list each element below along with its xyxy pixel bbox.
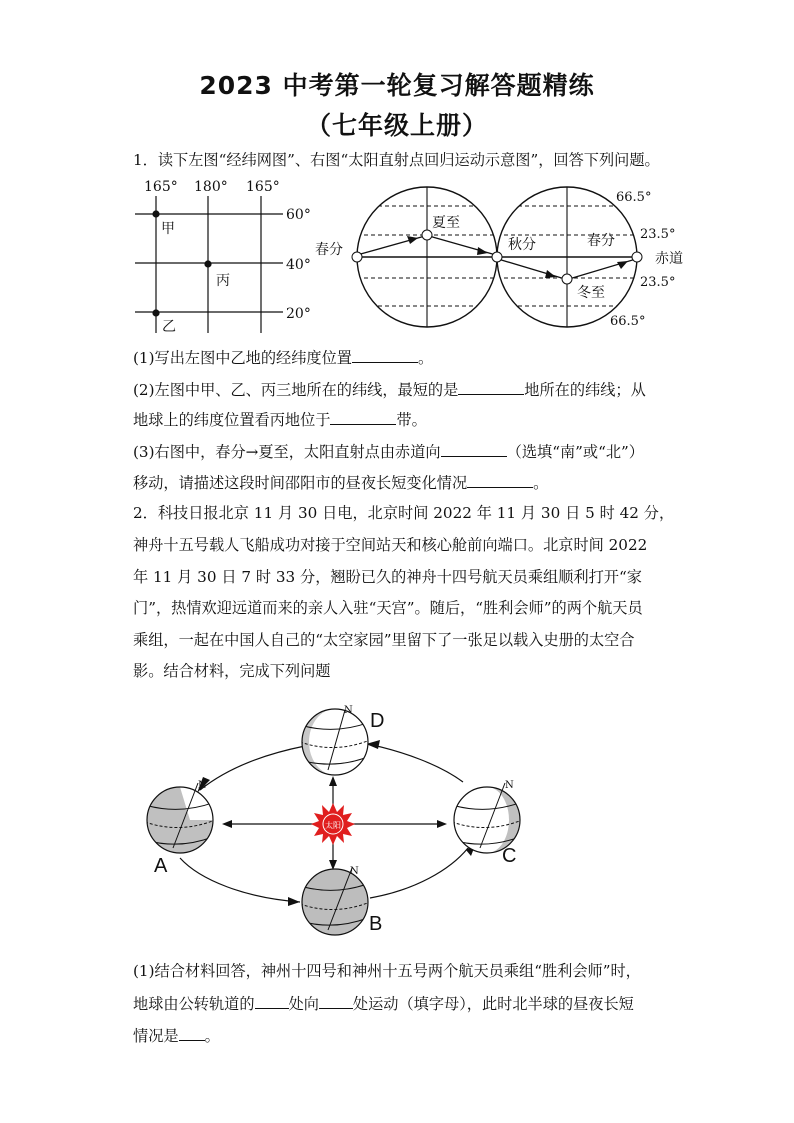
- place-yi: 乙: [162, 319, 176, 335]
- q2-text-line: 2．科技日报北京 11 月 30 日电，北京时间 2022 年 11 月 30 日 5 时 42 分，: [133, 504, 675, 522]
- q2-text-line: 门”，热情欢迎远道而来的亲人入驻“天宫”。随后，“胜利会师”的两个航天员: [133, 599, 643, 617]
- answer-blank[interactable]: [352, 346, 418, 363]
- pos-d: D: [370, 710, 385, 732]
- lat-long-grid: [135, 179, 311, 335]
- pos-b: B: [369, 913, 383, 935]
- place-bing: 丙: [216, 273, 230, 289]
- axis-symbol: N: [198, 780, 207, 791]
- q2-part1-cont: 地球由公转轨道的 处向 处运动（填字母），此时北半球的昼夜长短: [133, 992, 634, 1014]
- answer-blank[interactable]: [458, 378, 524, 395]
- sun-icon: [311, 803, 355, 845]
- q2-text-line: 年 11 月 30 日 7 时 33 分，翘盼已久的神舟十四号航天员乘组顺利打开“家: [133, 568, 642, 586]
- lat-label: 20°: [286, 306, 311, 322]
- lat-label: 40°: [286, 257, 311, 273]
- q2-text-line: 神舟十五号载人飞船成功对接于空间站天和核心舱前向端口。北京时间 2022: [133, 536, 648, 554]
- label-spring-left: 春分: [315, 242, 343, 258]
- pos-c: C: [502, 845, 517, 867]
- axis-symbol: N: [344, 705, 353, 716]
- sun-direct-point-diagram: [315, 187, 683, 329]
- lat-label: 66.5°: [610, 314, 646, 329]
- lon-label: 165°: [144, 179, 178, 195]
- label-autumn: 秋分: [508, 237, 536, 253]
- answer-blank[interactable]: [319, 992, 353, 1009]
- earth-d: [300, 705, 370, 775]
- label-spring-right: 春分: [587, 233, 615, 249]
- answer-blank[interactable]: [467, 471, 533, 488]
- earth-c: [452, 780, 522, 853]
- q2-part1-end: 情况是 。: [133, 1024, 220, 1046]
- lat-label: 23.5°: [640, 275, 676, 290]
- point-yi: [152, 309, 159, 316]
- q1-part3-cont: 移动，请描述这段时间邵阳市的昼夜长短变化情况 。: [133, 471, 548, 493]
- answer-blank[interactable]: [330, 408, 396, 425]
- q1-part2: (2)左图中甲、乙、丙三地所在的纬线，最短的是 地所在的纬线；从: [133, 378, 646, 400]
- place-jia: 甲: [161, 221, 175, 237]
- answer-blank[interactable]: [441, 440, 507, 457]
- lon-label: 180°: [194, 179, 228, 195]
- axis-symbol: N: [505, 780, 514, 791]
- page-title: 2023 中考第一轮复习解答题精练: [199, 71, 595, 100]
- earth-b: [300, 866, 370, 935]
- q2-part1: (1)结合材料回答，神州十四号和神州十五号两个航天员乘组“胜利会师”时，: [133, 962, 641, 980]
- answer-blank[interactable]: [179, 1024, 205, 1041]
- q2-text-line: 乘组，一起在中国人自己的“太空家园”里留下了一张足以载入史册的太空合: [133, 631, 635, 649]
- point-jia: [152, 210, 159, 217]
- lat-label: 23.5°: [640, 227, 676, 242]
- label-summer: 夏至: [432, 215, 460, 231]
- page-subtitle: （七年级上册）: [305, 111, 488, 140]
- point-bing: [204, 260, 211, 267]
- sun-label: 太阳: [325, 821, 341, 830]
- answer-blank[interactable]: [255, 992, 289, 1009]
- q1-part3: (3)右图中，春分→夏至，太阳直射点由赤道向 （选填“南”或“北”）: [133, 440, 644, 462]
- lat-label: 60°: [286, 207, 311, 223]
- label-winter: 冬至: [577, 285, 605, 301]
- q1-stem: 1．读下左图“经纬网图”、右图“太阳直射点回归运动示意图”，回答下列问题。: [133, 151, 660, 169]
- q1-part2-cont: 地球上的纬度位置看丙地位于 带。: [133, 408, 427, 430]
- pos-a: A: [154, 855, 168, 877]
- lon-label: 165°: [246, 179, 280, 195]
- q1-part1: (1)写出左图中乙地的经纬度位置 。: [133, 346, 433, 368]
- label-equator: 赤道: [655, 251, 683, 267]
- lat-label: 66.5°: [616, 190, 652, 205]
- q2-text-line: 影。结合材料，完成下列问题: [133, 662, 331, 680]
- earth-a: [145, 780, 215, 853]
- earth-orbit-diagram: [145, 705, 522, 935]
- axis-symbol: N: [350, 866, 359, 877]
